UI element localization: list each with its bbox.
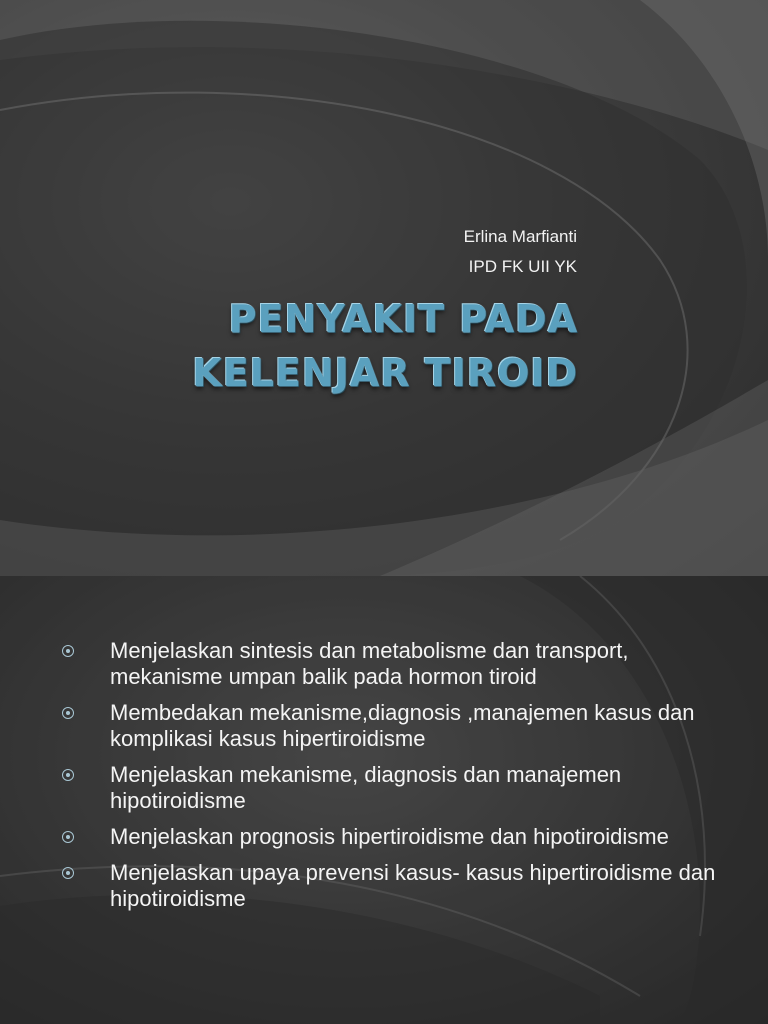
circle-bullet-icon — [62, 707, 74, 719]
author-affiliation: IPD FK UII YK — [468, 257, 577, 276]
list-item-text: Membedakan mekanisme,diagnosis ,manajemen kasus dan komplikasi kasus hipertiroidisme — [110, 700, 695, 751]
author-block — [464, 222, 577, 282]
objectives-slide — [0, 576, 768, 1024]
objectives-list — [60, 638, 740, 922]
circle-bullet-icon — [62, 831, 74, 843]
list-item-text: Menjelaskan upaya prevensi kasus- kasus hipertiroidisme dan hipotiroidisme — [110, 860, 716, 911]
list-item — [60, 762, 740, 814]
slide-title — [192, 292, 578, 400]
slide-title-line-2: KELENJAR TIROID — [192, 351, 578, 395]
slide-title-line-1: PENYAKIT PADA — [228, 297, 578, 341]
list-item — [60, 700, 740, 752]
circle-bullet-icon — [62, 645, 74, 657]
list-item-text: Menjelaskan prognosis hipertiroidisme dan hipotiroidisme — [110, 824, 669, 849]
author-name: Erlina Marfianti — [463, 227, 577, 246]
circle-bullet-icon — [62, 769, 74, 781]
list-item-text: Menjelaskan mekanisme, diagnosis dan manajemen hipotiroidisme — [110, 762, 622, 813]
list-item-text: Menjelaskan sintesis dan metabolisme dan transport, mekanisme umpan balik pada hormon tiroid — [110, 638, 629, 689]
list-item — [60, 860, 740, 912]
circle-bullet-icon — [62, 867, 74, 879]
list-item — [60, 638, 740, 690]
list-item — [60, 824, 740, 850]
